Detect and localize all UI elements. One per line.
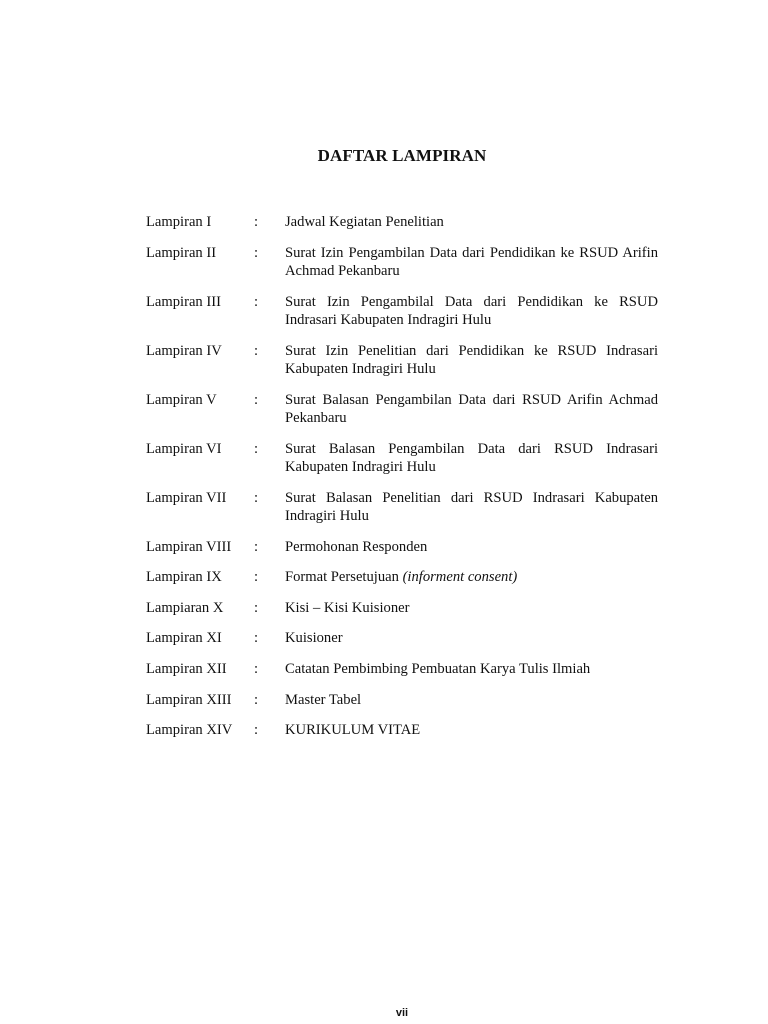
entry-label: Lampiran V bbox=[146, 391, 217, 408]
entry-description: Surat Balasan Pengambilan Data dari RSUD Arifin Achmad Pekanbaru bbox=[285, 391, 658, 427]
entry-description bbox=[285, 568, 658, 587]
entry-separator: : bbox=[254, 214, 259, 230]
list-item bbox=[146, 599, 658, 630]
entry-label: Lampiran XIV bbox=[146, 722, 233, 739]
entry-separator: : bbox=[254, 391, 259, 408]
entry-label: Lampiran IV bbox=[146, 342, 222, 359]
entry-label: Lampiran II bbox=[146, 244, 217, 261]
entry-description: Master Tabel bbox=[285, 691, 362, 708]
entry-separator: : bbox=[254, 691, 259, 708]
list-item bbox=[146, 660, 658, 691]
entry-separator: : bbox=[254, 293, 259, 310]
entry-description-italic: (informent consent) bbox=[402, 569, 518, 586]
entry-label: Lampiran XII bbox=[146, 660, 227, 677]
entry-separator: : bbox=[254, 244, 259, 261]
list-item bbox=[146, 213, 658, 244]
entry-description: Surat Izin Penelitian dari Pendidikan ke RSUD Indrasari Kabupaten Indragiri Hulu bbox=[285, 342, 658, 378]
entry-separator: : bbox=[254, 489, 259, 506]
entry-separator: : bbox=[254, 660, 259, 677]
entry-separator: : bbox=[254, 569, 259, 586]
list-item bbox=[146, 568, 658, 599]
entry-label: Lampiran XI bbox=[146, 630, 222, 647]
entry-separator: : bbox=[254, 342, 259, 359]
entry-separator: : bbox=[254, 599, 259, 616]
entry-description: Kisi – Kisi Kuisioner bbox=[285, 599, 410, 616]
entry-label: Lampiran III bbox=[146, 293, 221, 310]
entry-label: Lampiran VIII bbox=[146, 538, 232, 555]
list-item bbox=[146, 244, 658, 293]
entry-label: Lampiran VII bbox=[146, 489, 227, 506]
entry-label: Lampiran XIII bbox=[146, 691, 232, 708]
list-item bbox=[146, 342, 658, 391]
entry-label: Lampiran VI bbox=[146, 440, 222, 457]
entry-separator: : bbox=[254, 440, 259, 457]
entry-description: Catatan Pembimbing Pembuatan Karya Tulis Ilmiah bbox=[285, 660, 591, 677]
list-item bbox=[146, 538, 658, 569]
page-number: vii bbox=[395, 1007, 409, 1019]
list-item bbox=[146, 440, 658, 489]
entry-description: Kuisioner bbox=[285, 630, 343, 647]
list-item bbox=[146, 629, 658, 660]
entry-description: Surat Balasan Penelitian dari RSUD Indrasari Kabupaten Indragiri Hulu bbox=[285, 489, 658, 525]
entry-description: KURIKULUM VITAE bbox=[285, 722, 421, 739]
entry-separator: : bbox=[254, 630, 259, 647]
list-item bbox=[146, 691, 658, 722]
page-title: DAFTAR LAMPIRAN bbox=[317, 146, 487, 165]
entry-separator: : bbox=[254, 722, 259, 739]
entry-label: Lampiaran X bbox=[146, 599, 224, 616]
list-item bbox=[146, 391, 658, 440]
entry-label: Lampiran IX bbox=[146, 569, 222, 586]
entry-description: Permohonan Responden bbox=[285, 538, 428, 555]
list-item bbox=[146, 721, 658, 752]
entry-separator: : bbox=[254, 538, 259, 555]
entry-description: Jadwal Kegiatan Penelitian bbox=[285, 214, 444, 230]
entry-description-text: Format Persetujuan bbox=[285, 569, 399, 586]
entry-description: Surat Izin Pengambilal Data dari Pendidikan ke RSUD Indrasari Kabupaten Indragiri Hulu bbox=[285, 293, 658, 329]
list-item bbox=[146, 489, 658, 538]
entry-description: Surat Izin Pengambilan Data dari Pendidikan ke RSUD Arifin Achmad Pekanbaru bbox=[285, 244, 658, 280]
entry-label: Lampiran I bbox=[146, 214, 212, 230]
entry-description: Surat Balasan Pengambilan Data dari RSUD Indrasari Kabupaten Indragiri Hulu bbox=[285, 440, 658, 476]
list-item bbox=[146, 293, 658, 342]
appendix-list bbox=[146, 213, 658, 752]
